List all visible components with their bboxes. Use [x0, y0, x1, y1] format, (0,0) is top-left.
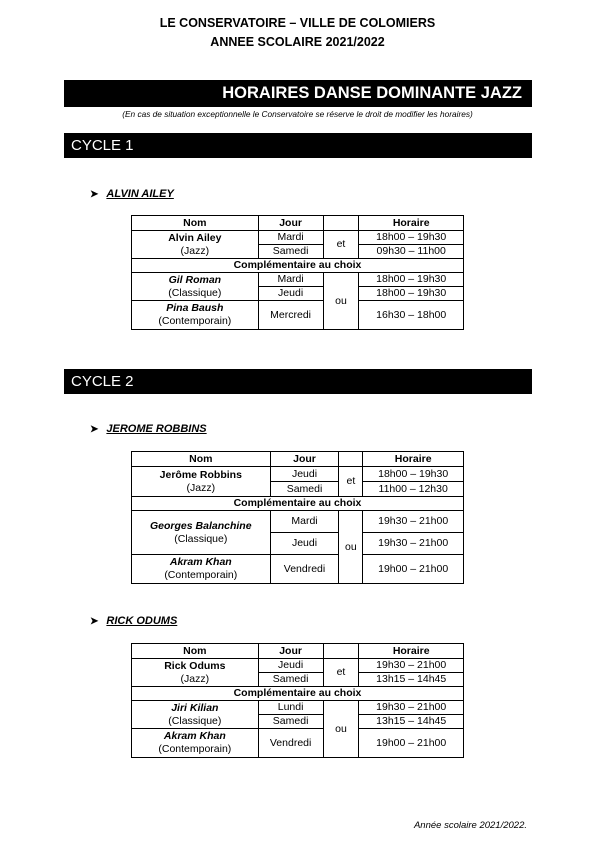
day-cell: Samedi: [270, 482, 339, 497]
teacher-heading-rick-odums: [90, 615, 177, 627]
time-cell: 13h15 – 14h45: [359, 673, 464, 687]
course-name: Rick Odums: [164, 659, 226, 672]
day-cell: Samedi: [258, 245, 323, 259]
time-cell: 19h30 – 21h00: [363, 533, 464, 555]
connector-cell: ou: [339, 511, 363, 584]
day-cell: Jeudi: [258, 287, 323, 301]
day-cell: Mardi: [258, 273, 323, 287]
schedule-table-alvin-ailey: [131, 215, 464, 330]
course-name: Pina Baush: [166, 302, 224, 314]
time-cell: 18h00 – 19h30: [363, 467, 464, 482]
teacher-heading-alvin-ailey: [90, 188, 174, 200]
option-course-cell: [132, 511, 271, 555]
schedule-table-rick-odums: [131, 643, 464, 758]
option-course-cell: [132, 701, 259, 729]
course-name: Akram Khan: [169, 556, 232, 568]
day-cell: Mardi: [258, 231, 323, 245]
course-style: (Contemporain): [158, 315, 232, 327]
course-style: (Classique): [168, 286, 222, 299]
course-style: (Contemporain): [158, 743, 232, 755]
course-style: (Classique): [174, 532, 228, 545]
time-cell: 16h30 – 18h00: [359, 301, 464, 330]
time-cell: 11h00 – 12h30: [363, 482, 464, 497]
day-cell: Vendredi: [258, 729, 323, 758]
course-name: Georges Balanchine: [150, 519, 252, 532]
teacher-name: JEROME ROBBINS: [106, 423, 207, 435]
teacher-name: ALVIN AILEY: [106, 188, 174, 200]
column-header-connector: [323, 644, 359, 659]
column-header-horaire: Horaire: [363, 452, 464, 467]
course-name: Akram Khan: [163, 730, 226, 742]
page-title: [64, 80, 532, 107]
option-course-cell: [132, 555, 271, 584]
time-cell: 18h00 – 19h30: [359, 287, 464, 301]
option-course-cell: [132, 273, 259, 301]
complement-label: Complémentaire au choix: [132, 497, 464, 511]
time-cell: 09h30 – 11h00: [359, 245, 464, 259]
arrow-bullet-icon: ➤: [90, 424, 99, 435]
header-line-1: LE CONSERVATOIRE – VILLE DE COLOMIERS: [159, 16, 436, 30]
header-line-2: ANNEE SCOLAIRE 2021/2022: [210, 35, 385, 49]
column-header-nom: Nom: [132, 644, 259, 659]
day-cell: Mercredi: [258, 301, 323, 330]
time-cell: 19h30 – 21h00: [363, 511, 464, 533]
main-course-cell: [132, 659, 259, 687]
column-header-nom: Nom: [132, 452, 271, 467]
column-header-horaire: Horaire: [359, 216, 464, 231]
day-cell: Jeudi: [270, 533, 339, 555]
column-header-connector: [339, 452, 363, 467]
arrow-bullet-icon: ➤: [90, 189, 99, 200]
schedule-table-jerome-robbins: [131, 451, 464, 584]
column-header-nom: Nom: [132, 216, 259, 231]
schedule-note: (En cas de situation exceptionnelle le Conservatoire se réserve le droit de modifier les horaires): [122, 109, 473, 119]
course-style: (Contemporain): [164, 569, 238, 581]
cycle-1-banner: CYCLE 1: [64, 133, 532, 158]
cycle-2-banner: CYCLE 2: [64, 369, 532, 394]
teacher-heading-jerome-robbins: [90, 423, 207, 435]
column-header-connector: [323, 216, 359, 231]
time-cell: 19h30 – 21h00: [359, 659, 464, 673]
connector-cell: et: [323, 231, 359, 259]
day-cell: Vendredi: [270, 555, 339, 584]
connector-cell: ou: [323, 273, 359, 330]
time-cell: 19h30 – 21h00: [359, 701, 464, 715]
day-cell: Samedi: [258, 715, 323, 729]
time-cell: 19h00 – 21h00: [359, 729, 464, 758]
time-cell: 18h00 – 19h30: [359, 231, 464, 245]
column-header-jour: Jour: [258, 644, 323, 659]
day-cell: Lundi: [258, 701, 323, 715]
connector-cell: et: [339, 467, 363, 497]
connector-cell: et: [323, 659, 359, 687]
course-style: (Jazz): [186, 481, 216, 494]
main-course-cell: [132, 467, 271, 497]
time-cell: 19h00 – 21h00: [363, 555, 464, 584]
day-cell: Jeudi: [258, 659, 323, 673]
footer-school-year: Année scolaire 2021/2022.: [413, 820, 527, 831]
column-header-horaire: Horaire: [359, 644, 464, 659]
course-style: (Jazz): [180, 244, 210, 257]
course-name: Jerôme Robbins: [159, 468, 242, 481]
course-style: (Jazz): [180, 672, 210, 685]
course-name: Gil Roman: [168, 273, 222, 286]
time-cell: 13h15 – 14h45: [359, 715, 464, 729]
complement-label: Complémentaire au choix: [132, 259, 464, 273]
day-cell: Samedi: [258, 673, 323, 687]
arrow-bullet-icon: ➤: [90, 616, 99, 627]
column-header-jour: Jour: [270, 452, 339, 467]
day-cell: Jeudi: [270, 467, 339, 482]
main-course-cell: [132, 231, 259, 259]
option-course-cell: [132, 729, 259, 758]
connector-cell: ou: [323, 701, 359, 758]
option-course-cell: [132, 301, 259, 330]
course-name: Jiri Kilian: [171, 701, 219, 714]
column-header-jour: Jour: [258, 216, 323, 231]
course-style: (Classique): [168, 714, 222, 727]
course-name: Alvin Ailey: [168, 231, 222, 244]
page-title-text: HORAIRES DANSE DOMINANTE JAZZ: [222, 84, 522, 102]
time-cell: 18h00 – 19h30: [359, 273, 464, 287]
day-cell: Mardi: [270, 511, 339, 533]
complement-label: Complémentaire au choix: [132, 687, 464, 701]
teacher-name: RICK ODUMS: [106, 615, 178, 627]
